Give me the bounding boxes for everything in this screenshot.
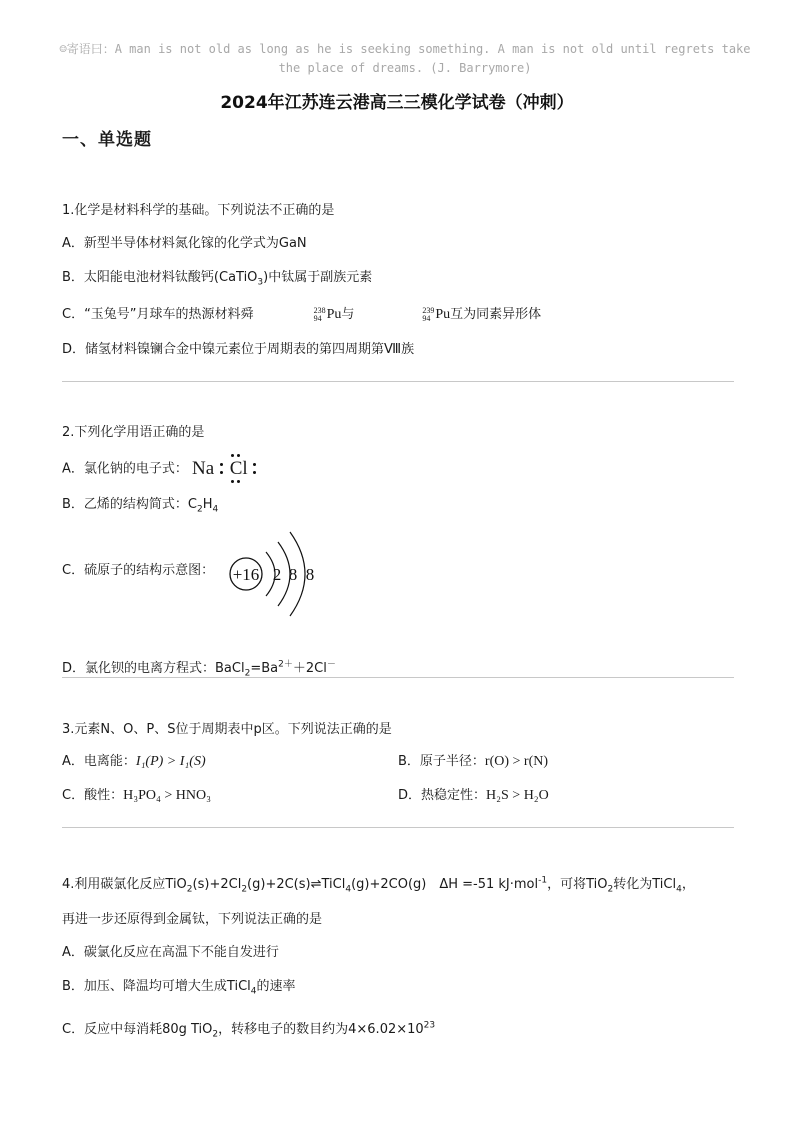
electron-formula: Na Cl: [192, 456, 258, 482]
q3-option-a: A．电离能：I₁(P) > I₁(S): [62, 754, 206, 769]
divider: [62, 677, 734, 678]
q1-option-a: A．新型半导体材料氮化镓的化学式为GaN: [62, 236, 307, 251]
q2-option-c-label: C．硫原子的结构示意图：: [62, 563, 215, 578]
q3-option-d: D．热稳定性：H₂S > H₂O: [398, 788, 549, 803]
q1-stem: 1.化学是材料科学的基础。下列说法不正确的是: [62, 203, 335, 218]
sulfur-atom-diagram: [222, 528, 332, 620]
q2-option-a: A．氯化钠的电子式： Na Cl: [62, 456, 258, 483]
q4-stem: 4.利用碳氯化反应$TiO_2(s)+2Cl_2(g)+2C(s)\rightleftharpoons TiCl_4(g)+2CO(g)$ ΔH =-51 kJ·mol$^{-1}$，可将TiO$_2$转化为TiCl$_4$，: [62, 875, 695, 895]
nucleus-charge: +16: [232, 565, 260, 584]
divider: [62, 827, 734, 828]
q3-option-b: B．原子半径：r(O) > r(N): [398, 754, 549, 769]
isotope-notation: 238 94: [313, 305, 326, 323]
q2-option-b: B．乙烯的结构简式：$C_2H_4$: [62, 497, 219, 515]
divider: [62, 381, 734, 382]
motto-banner: ☺寄语曰：A man is not old as long as he is seeking something. A man is not old until regrets take the place of dreams. (J. Barrymore): [59, 42, 751, 75]
shell-electrons: 8: [288, 565, 298, 584]
q4-option-a: A．碳氯化反应在高温下不能自发进行: [62, 945, 279, 960]
q4-stem-line2: 再进一步还原得到金属钛，下列说法正确的是: [62, 912, 323, 927]
shell-electrons: 8: [305, 565, 315, 584]
q2-stem: 2.下列化学用语正确的是: [62, 425, 205, 440]
q3-stem: 3.元素N、O、P、S位于周期表中p区。下列说法正确的是: [62, 722, 392, 737]
q1-option-c: C．“玉兔号”月球车的热源材料舜 238 94 Pu与 239 94 Pu互为同素异形体: [62, 305, 542, 323]
page-title: 2024年江苏连云港高三三模化学试卷（冲刺）: [220, 93, 574, 113]
section-heading: 一、单选题: [62, 130, 152, 150]
shell-electrons: 2: [272, 565, 282, 584]
q4-option-c: C．反应中每消耗80g TiO$_2$，转移电子的数目约为$4\times 6.02\times 10^{23}$: [62, 1020, 436, 1040]
q4-option-b: B．加压、降温均可增大生成TiCl$_4$的速率: [62, 979, 296, 997]
q3-option-c: C．酸性：H₃PO₄ > HNO₃: [62, 788, 211, 803]
q2-option-d: D．氯化钡的电离方程式：$BaCl_2=Ba^{2+}+2Cl^-$: [62, 659, 336, 679]
q1-option-b: B．太阳能电池材料钛酸钙(CaTiO$_3$)中钛属于副族元素: [62, 270, 373, 288]
q1-option-d: D．储氢材料镍镧合金中镍元素位于周期表的第四周期第Ⅷ族: [62, 342, 415, 357]
isotope-notation: 239 94: [422, 305, 435, 323]
